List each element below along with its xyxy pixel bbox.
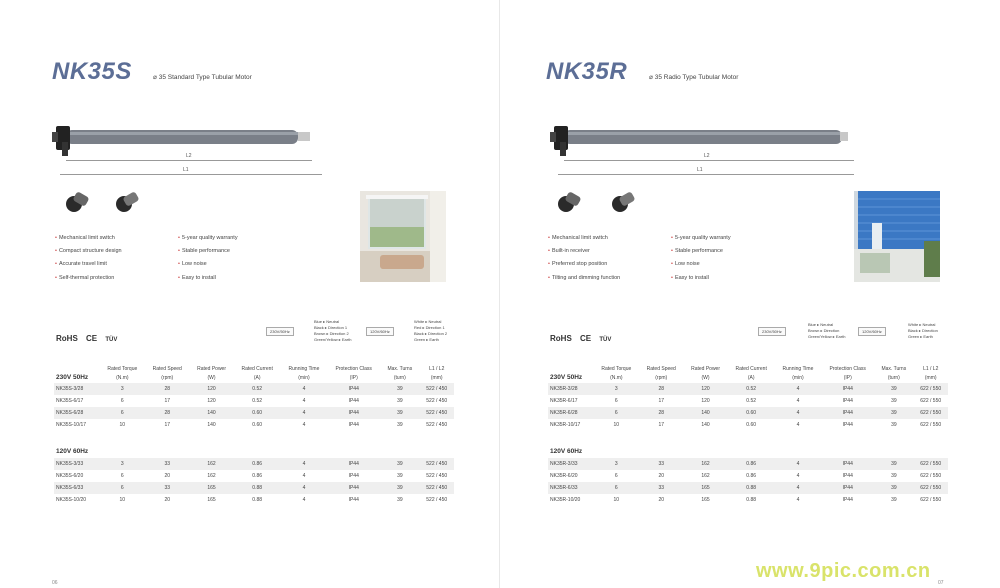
feature-item: • Tilting and dimming function (548, 275, 621, 281)
motor-head-thumbnail (64, 190, 90, 216)
table-row: NK35S-6/17 6 17 120 0.52 4 IP44 39 522 / 450 (56, 398, 448, 404)
col-header: Rated Power (691, 366, 720, 372)
ce-mark: CE (86, 334, 98, 343)
feature-item: • 5-year quality warranty (178, 235, 238, 241)
table-row: NK35S-3/28 3 28 120 0.52 4 IP44 39 522 / 450 (54, 383, 454, 395)
rohs-mark: RoHS (56, 334, 78, 343)
col-header: L1 / L2 (923, 366, 939, 372)
wiring-lines-120: White ▸ Neutral Black ▸ Direction Green ▸ Earth (908, 322, 938, 339)
wiring-lines-230: Blue ▸ Neutral Brown ▸ Direction Green/Yellow ▸ Earth (808, 322, 846, 339)
voltage-group-label: 120V 60Hz (56, 448, 89, 455)
feature-item: • Mechanical limit switch (548, 235, 608, 241)
voltage-group-label: 230V 50Hz (56, 374, 89, 381)
spec-table: Rated Torque Rated Speed Rated Power Rated Current Running Time Protection Class Max. Turns L1 / L2 230V 50Hz (N.m) (rpm) (W) (A) (min) (IP) (turn) (mm) NK35R-3/28 3 28 120 0.52 4 IP44 39 622 / 550 NK35R-6/17 6 17 120 0.52 4 IP44 39 622 / 550 NK35R-6/28 6 28 140 0.60 4 IP44 39 622 / 550 NK35R-10/17 10 17 140 0.60 4 IP44 39 622 / 550 120V 60Hz NK35R-3/33 3 33 162 0.86 4 IP44 39 622 / 550 NK35R-6/20 6 20 162 0.86 4 IP44 39 622 / 550 NK35R-6/33 6 33 165 0.88 4 IP44 39 622 / 550 NK35R-10/20 10 20 165 0.88 4 IP44 39 622 / 550 (548, 362, 948, 506)
roller-blind-room-photo (360, 191, 446, 282)
model-subtitle: ⌀ 35 Standard Type Tubular Motor (153, 74, 252, 81)
feature-item: • Low noise (178, 261, 207, 267)
dimension-line-l1 (60, 174, 322, 175)
col-header: Rated Torque (601, 366, 632, 372)
col-header: Protection Class (335, 366, 372, 372)
dimension-label-l1: L1 (697, 167, 703, 173)
col-header: Rated Current (241, 366, 273, 372)
table-row: NK35R-3/28 3 28 120 0.52 4 IP44 39 622 / 550 (548, 383, 948, 395)
col-header: Rated Speed (646, 366, 676, 372)
feature-item: • Low noise (671, 261, 700, 267)
motor-end-thumbnail (114, 190, 140, 216)
page-number: 06 (52, 580, 58, 586)
col-header: Rated Current (735, 366, 767, 372)
voltage-group-label: 120V 60Hz (550, 448, 583, 455)
dimension-line-l2 (66, 160, 312, 161)
feature-item: • Mechanical limit switch (55, 235, 115, 241)
table-row: NK35R-10/20 10 20 165 0.88 4 IP44 39 622 / 550 (550, 497, 942, 503)
col-header: Max. Turns (881, 366, 907, 372)
table-row: NK35R-6/17 6 17 120 0.52 4 IP44 39 622 / 550 (550, 398, 942, 404)
certification-marks (56, 334, 123, 343)
table-row: NK35S-3/33 3 33 162 0.86 4 IP44 39 522 / 450 (54, 458, 454, 470)
table-row: NK35R-6/28 6 28 140 0.60 4 IP44 39 622 / 550 (548, 407, 948, 419)
wiring-voltage-label-120: 120V/60Hz (858, 327, 886, 336)
col-header: Max. Turns (387, 366, 413, 372)
table-row: NK35R-6/20 6 20 162 0.86 4 IP44 39 622 / 550 (550, 473, 942, 479)
motor-end-thumbnail (610, 190, 636, 216)
col-header: Protection Class (829, 366, 866, 372)
motor-head-thumbnail (556, 190, 582, 216)
feature-item: • Preferred stop position (548, 261, 608, 267)
table-row: NK35R-6/33 6 33 165 0.88 4 IP44 39 622 / 550 (548, 482, 948, 494)
certification-marks (550, 334, 617, 343)
dimension-label-l2: L2 (186, 153, 192, 159)
blue-blind-window-photo (854, 191, 940, 282)
feature-item: • Accurate travel limit (55, 261, 107, 267)
model-title: NK35R (546, 58, 628, 85)
dimension-label-l1: L1 (183, 167, 189, 173)
table-row: NK35S-6/20 6 20 162 0.86 4 IP44 39 522 / 450 (56, 473, 448, 479)
ce-mark: CE (580, 334, 592, 343)
feature-item: • Compact structure design (55, 248, 122, 254)
spec-table: Rated Torque Rated Speed Rated Power Rated Current Running Time Protection Class Max. Turns L1 / L2 230V 50Hz (N.m) (rpm) (W) (A) (min) (IP) (turn) (mm) NK35S-3/28 3 28 120 0.52 4 IP44 39 522 / 450 NK35S-6/17 6 17 120 0.52 4 IP44 39 522 / 450 NK35S-6/28 6 28 140 0.60 4 IP44 39 522 / 450 NK35S-10/17 10 17 140 0.60 4 IP44 39 522 / 450 120V 60Hz NK35S-3/33 3 33 162 0.86 4 IP44 39 522 / 450 NK35S-6/20 6 20 162 0.86 4 IP44 39 522 / 450 NK35S-6/33 6 33 165 0.88 4 IP44 39 522 / 450 NK35S-10/20 10 20 165 0.88 4 IP44 39 522 / 450 (54, 362, 454, 506)
voltage-group-label: 230V 50Hz (550, 374, 583, 381)
tubular-motor-image (550, 122, 850, 158)
feature-item: • Easy to install (671, 275, 709, 281)
col-header: L1 / L2 (429, 366, 445, 372)
wiring-lines-230: Blue ▸ Neutral Black ▸ Direction 1 Brown ▸ Direction 2 Green/Yellow ▸ Earth (314, 319, 352, 342)
model-title: NK35S (52, 58, 132, 85)
tuv-mark: TÜV (599, 337, 612, 343)
col-header: Rated Torque (107, 366, 138, 372)
feature-item: • Built-in receiver (548, 248, 590, 254)
page-number: 07 (938, 580, 944, 586)
table-row: NK35S-10/17 10 17 140 0.60 4 IP44 39 522 / 450 (56, 422, 448, 428)
wiring-lines-120: White ▸ Neutral Red ▸ Direction 1 Black ▸ Direction 2 Green ▸ Earth (414, 319, 448, 342)
col-header: Running Time (288, 366, 320, 372)
wiring-voltage-label-230: 230V/50Hz (266, 327, 294, 336)
model-subtitle: ⌀ 35 Radio Type Tubular Motor (649, 74, 739, 81)
wiring-voltage-label-230: 230V/50Hz (758, 327, 786, 336)
feature-item: • Self-thermal protection (55, 275, 115, 281)
feature-item: • Stable performance (671, 248, 723, 254)
rohs-mark: RoHS (550, 334, 572, 343)
table-row: NK35R-3/33 3 33 162 0.86 4 IP44 39 622 / 550 (548, 458, 948, 470)
dimension-line-l2 (564, 160, 854, 161)
watermark-text: www.9pic.com.cn (756, 560, 931, 582)
table-row: NK35S-6/28 6 28 140 0.60 4 IP44 39 522 / 450 (54, 407, 454, 419)
feature-item: • Easy to install (178, 275, 216, 281)
table-row: NK35S-10/20 10 20 165 0.88 4 IP44 39 522 / 450 (56, 497, 448, 503)
table-row: NK35R-10/17 10 17 140 0.60 4 IP44 39 622 / 550 (550, 422, 942, 428)
page-right (500, 0, 1000, 588)
col-header: Rated Speed (152, 366, 182, 372)
col-header: Running Time (782, 366, 814, 372)
tuv-mark: TÜV (105, 337, 118, 343)
feature-item: • 5-year quality warranty (671, 235, 731, 241)
dimension-line-l1 (558, 174, 854, 175)
dimension-label-l2: L2 (704, 153, 710, 159)
table-row: NK35S-6/33 6 33 165 0.88 4 IP44 39 522 / 450 (54, 482, 454, 494)
col-header: Rated Power (197, 366, 226, 372)
feature-item: • Stable performance (178, 248, 230, 254)
wiring-voltage-label-120: 120V/60Hz (366, 327, 394, 336)
